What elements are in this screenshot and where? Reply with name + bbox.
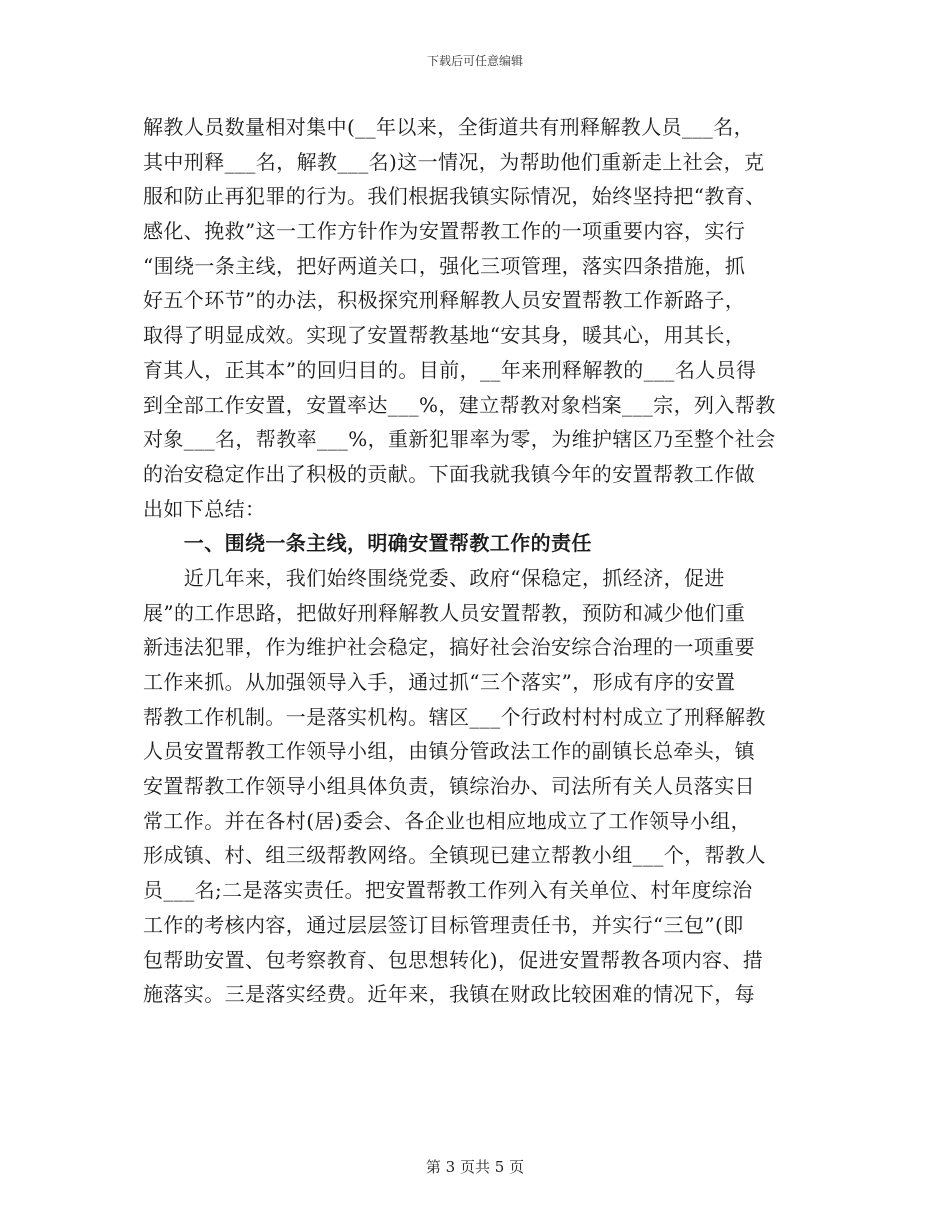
text-line: 工作来抓。从加强领导入手，通过抓“三个落实”，形成有序的安置 (143, 670, 736, 694)
text-line: “围绕一条主线，把好两道关口，强化三项管理，落实四条措施，抓 (143, 253, 746, 278)
text-line: 包帮助安置、包考察教育、包思想转化)，促进安置帮教各项内容、措 (143, 947, 764, 972)
text-line: 的治安稳定作出了积极的贡献。下面我就我镇今年的安置帮教工作做 (143, 461, 755, 486)
text-line: 取得了明显成效。实现了安置帮教基地“安其身，暖其心，用其长， (143, 323, 746, 348)
text-line: 人员安置帮教工作领导小组，由镇分管政法工作的副镇长总牵头，镇 (143, 739, 755, 764)
text-line: 对象___名，帮教率___%，重新犯罪率为零，为维护辖区乃至整个社会 (143, 427, 776, 452)
text-line: 感化、挽救”这一工作方针作为安置帮教工作的一项重要内容，实行 (143, 219, 746, 244)
text-line: 解教人员数量相对集中(__年以来，全街道共有刑释解教人员___名， (143, 115, 755, 139)
text-line: 工作的考核内容，通过层层签订目标管理责任书，并实行“三包”(即 (143, 912, 744, 937)
text-line: 新违法犯罪，作为维护社会稳定，搞好社会治安综合治理的一项重要 (143, 635, 755, 660)
text-line: 常工作。并在各村(居)委会、各企业也相应地成立了工作领导小组， (143, 808, 752, 833)
text-line: 到全部工作安置，安置率达___%，建立帮教对象档案___宗，列入帮教 (143, 392, 776, 417)
text-line: 近几年来，我们始终围绕党委、政府“保稳定，抓经济，促进 (143, 565, 725, 590)
text-line: 安置帮教工作领导小组具体负责，镇综治办、司法所有关人员落实日 (143, 774, 755, 799)
text-line: 形成镇、村、组三级帮教网络。全镇现已建立帮教小组___个，帮教人 (143, 843, 766, 868)
text-line: 其中刑释___名，解教___名)这一情况，为帮助他们重新走上社会，克 (143, 149, 765, 174)
text-line: 服和防止再犯罪的行为。我们根据我镇实际情况，始终坚持把“教育、 (143, 184, 766, 209)
text-line: 出如下总结： (143, 496, 266, 521)
page-header: 下载后可任意编辑 (426, 54, 523, 68)
text-line: 帮教工作机制。一是落实机构。辖区___个行政村村村成立了刑释解教 (143, 704, 766, 729)
section-heading: 一、围绕一条主线，明确安置帮教工作的责任 (143, 531, 592, 556)
page-footer: 第 3 页共 5 页 (425, 1158, 525, 1176)
text-line: 好五个环节”的办法，积极探究刑释解教人员安置帮教工作新路子， (143, 288, 746, 313)
text-line: 员___名;二是落实责任。把安置帮教工作列入有关单位、村年度综治 (143, 878, 753, 903)
text-line: 育其人，正其本”的回归目的。目前，__年来刑释解教的___名人员得 (143, 357, 757, 382)
text-line: 展”的工作思路，把做好刑释解教人员安置帮教，预防和减少他们重 (143, 600, 746, 625)
text-line: 施落实。三是落实经费。近年来，我镇在财政比较困难的情况下，每 (143, 982, 755, 1007)
document-body (143, 110, 813, 1012)
